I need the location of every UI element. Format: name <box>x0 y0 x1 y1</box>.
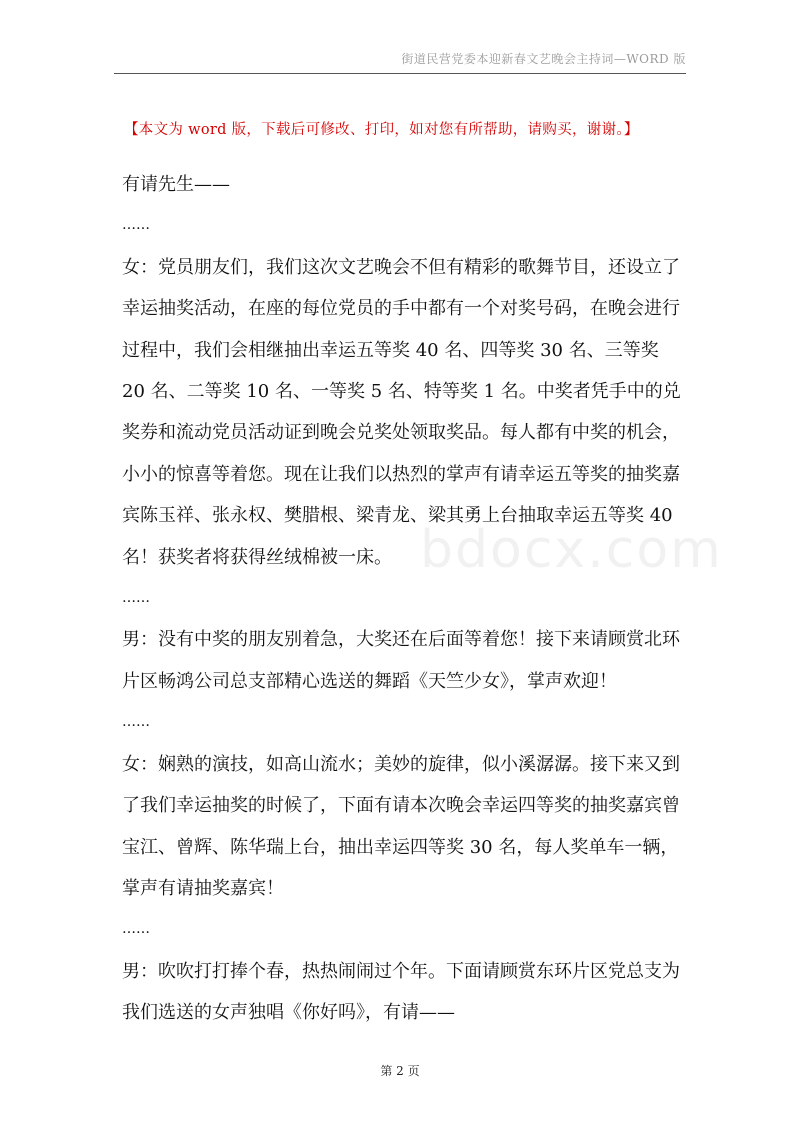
paragraph: 女：娴熟的演技，如高山流水；美妙的旋律，似小溪潺潺。接下来又到了我们幸运抽奖的时候了，下面有请本次晚会幸运四等奖的抽奖嘉宾曾宝江、曾辉、陈华瑞上台，抽出幸运四等奖 30 名，每人奖单车一辆，掌声有请抽奖嘉宾！ <box>122 753 680 899</box>
ellipsis: …… <box>122 590 150 607</box>
header-divider <box>114 73 686 74</box>
ellipsis: …… <box>122 714 150 731</box>
ellipsis: …… <box>122 921 150 938</box>
paragraph: 女：党员朋友们，我们这次文艺晚会不但有精彩的歌舞节目，还设立了幸运抽奖活动，在座的每位党员的手中都有一个对奖号码，在晚会进行过程中，我们会相继抽出幸运五等奖 40 名、四等奖 30 名、三等奖 20 名、二等奖 10 名、一等奖 5 名、特等奖 1 名。中奖者凭手中的兑奖券和流动党员活动证到晚会兑奖处领取奖品。每人都有中奖的机会，小小的惊喜等着您。现在让我们以热烈的掌声有请幸运五等奖的抽奖嘉宾陈玉祥、张永权、樊腊根、梁青龙、梁其勇上台抽取幸运五等奖 40 名！获奖者将获得丝绒棉被一床。 <box>122 256 681 568</box>
ellipsis: …… <box>122 217 150 234</box>
document-body <box>122 164 682 1034</box>
page-number: 第 2 页 <box>380 1064 420 1078</box>
download-notice: 【本文为 word 版，下载后可修改、打印，如对您有所帮助，请购买，谢谢。】 <box>124 122 639 138</box>
paragraph: 男：没有中奖的朋友别着急，大奖还在后面等着您！接下来请顾赏北环片区畅鸿公司总支部精心选送的舞蹈《天竺少女》，掌声欢迎！ <box>122 629 680 692</box>
paragraph: 男：吹吹打打捧个春，热热闹闹过个年。下面请顾赏东环片区党总支为我们选送的女声独唱《你好吗》，有请—— <box>122 960 680 1024</box>
watermark: bdocx.com <box>420 520 723 580</box>
paragraph: 有请先生—— <box>122 174 230 195</box>
page-header: 街道民营党委本迎新春文艺晚会主持词—WORD 版 <box>401 52 686 66</box>
